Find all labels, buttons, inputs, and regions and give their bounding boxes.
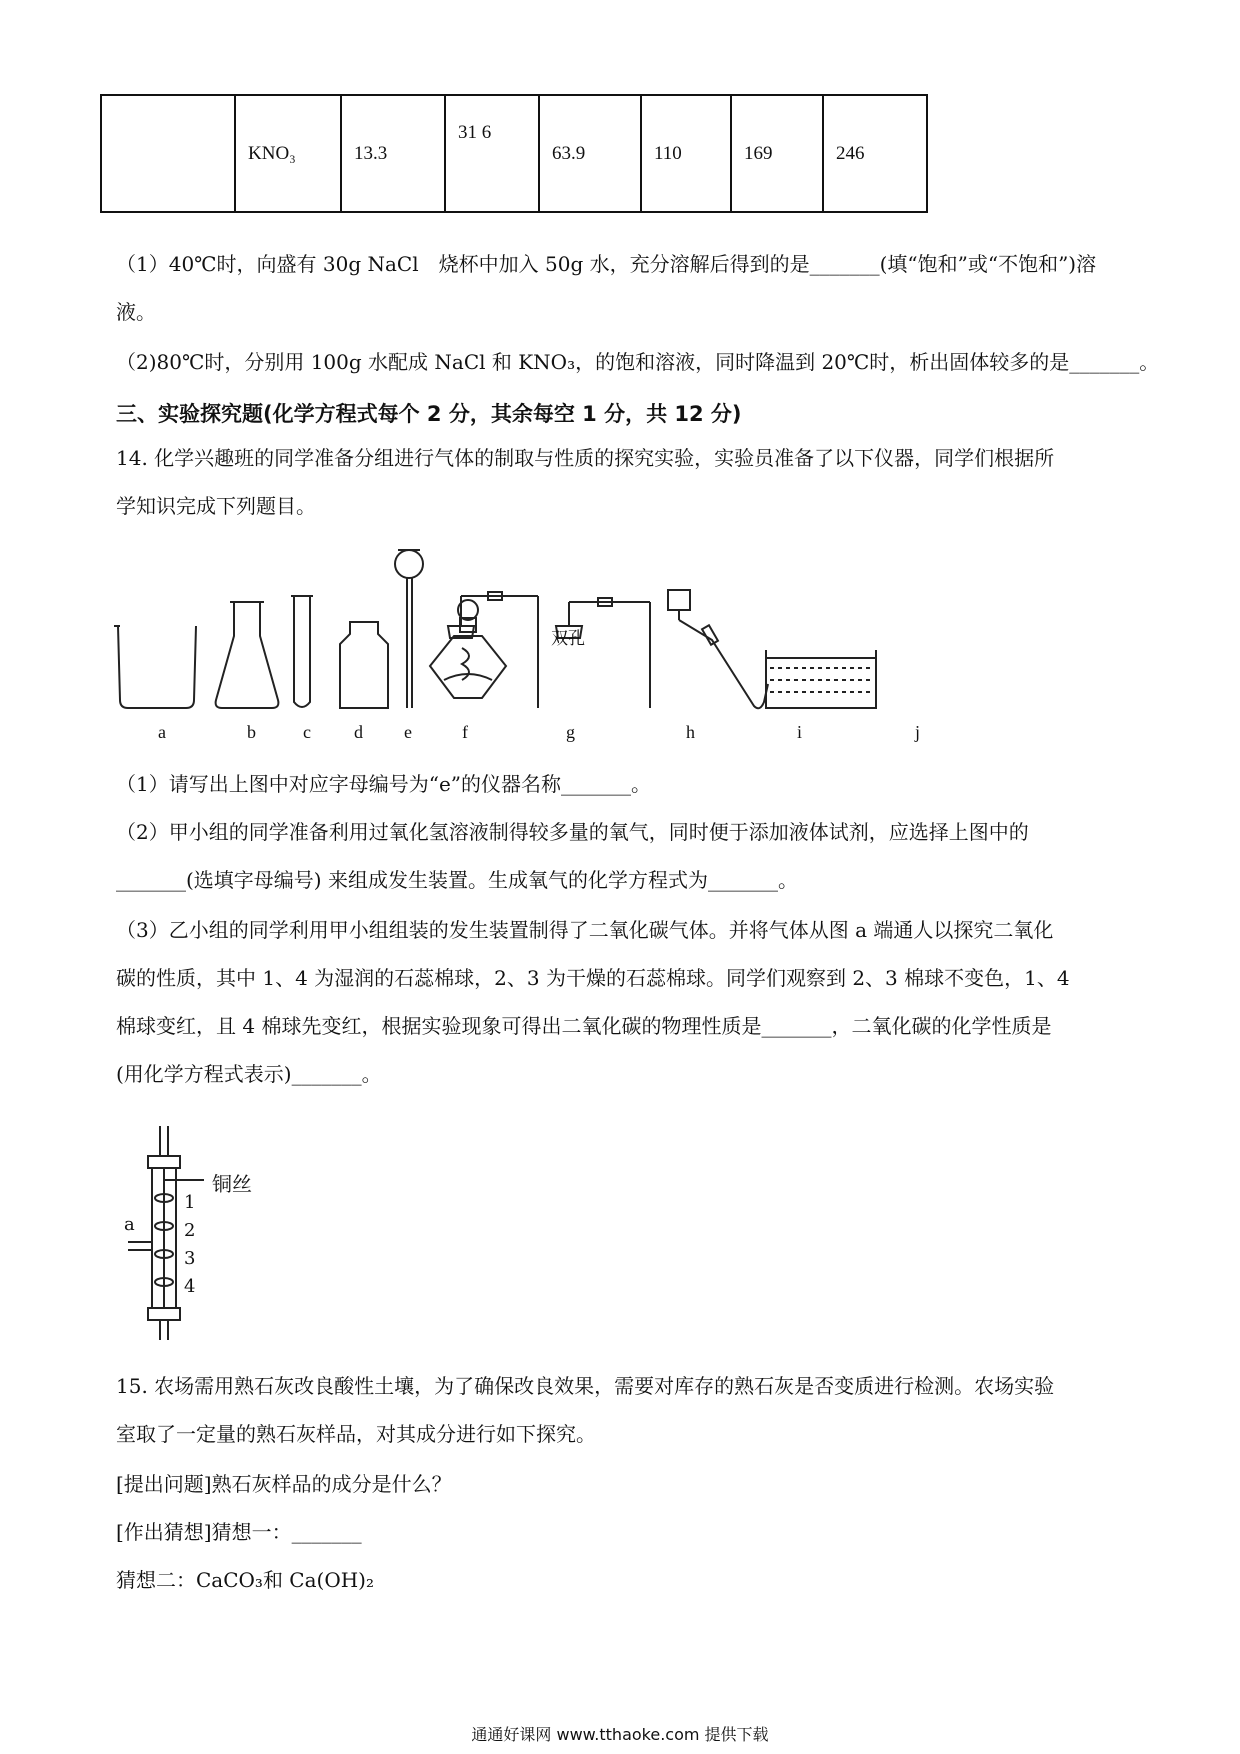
label-a: a [158,722,166,742]
table-row [101,95,927,212]
inlet-a-label: a [124,1214,135,1235]
q13-part1-line1: （1）40℃时，向盛有 30g NaCl 烧杯中加入 50g 水，充分溶解后得到的是_______(填“饱和”或“不饱和”)溶 [116,252,1097,276]
two-hole-stopper-icon [556,598,650,708]
label-i: i [797,722,803,742]
label-d: d [354,722,363,742]
cotton-ball-3-label: 3 [184,1248,196,1269]
table-cell: 110 [641,95,731,212]
apparatus-figure [110,540,990,720]
q13-part1-line2: 液。 [116,300,156,324]
table-cell: 169 [731,95,823,212]
conical-flask-icon [216,602,279,708]
cotton-ball-2-label: 2 [184,1220,196,1241]
q13-part2: （2)80℃时，分别用 100g 水配成 NaCl 和 KNO₃，的饱和溶液，同时降温到 20℃时，析出固体较多的是_______。 [116,350,1160,374]
alcohol-lamp-icon [430,600,506,698]
cotton-ball-4-label: 4 [184,1276,196,1297]
q15-guess2: 猜想二：CaCO₃和 Ca(OH)₂ [116,1568,374,1592]
test-tube-icon [291,596,313,707]
q15-guess1: [作出猜想]猜想一：_______ [116,1520,362,1544]
table-cell: KNO₃ [235,95,341,212]
q14-sub2-line2: _______(选填字母编号) 来组成发生装置。生成氧气的化学方程式为_______。 [116,868,798,892]
table-cell: 31 6 [445,95,539,212]
funnel-icon [395,550,423,708]
cotton-ball-1-label: 1 [184,1192,196,1213]
table-cell: 13.3 [341,95,445,212]
section-heading: 三、实验探究题(化学方程式每个 2 分，其余每空 1 分，共 12 分) [116,402,742,426]
table-cell [101,95,235,212]
q14-sub3-line4: (用化学方程式表示)_______。 [116,1062,382,1086]
label-e: e [404,722,412,742]
bent-tube-icon [668,590,768,708]
q14-sub3-line1: （3）乙小组的同学利用甲小组组装的发生装置制得了二氧化碳气体。并将气体从图 a 端通人以探究二氧化 [116,918,1054,942]
q14-sub3-line3: 棉球变红，且 4 棉球先变红，根据实验现象可得出二氧化碳的物理性质是_______，二氧化碳的化学性质是 [116,1014,1052,1038]
q14-intro-line1: 14. 化学兴趣班的同学准备分组进行气体的制取与性质的探究实验，实验员准备了以下仪器，同学们根据所 [116,446,1055,470]
q14-intro-line2: 学知识完成下列题目。 [116,494,316,518]
q15-intro-line1: 15. 农场需用熟石灰改良酸性土壤，为了确保改良效果，需要对库存的熟石灰是否变质进行检测。农场实验 [116,1374,1055,1398]
two-hole-label: 双孔 [551,629,585,649]
q15-intro-line2: 室取了一定量的熟石灰样品，对其成分进行如下探究。 [116,1422,596,1446]
table-cell: 63.9 [539,95,641,212]
copper-wire-label: 铜丝 [212,1172,252,1196]
label-j: j [915,722,921,742]
label-c: c [303,722,311,742]
label-h: h [686,722,695,742]
page-footer: 通通好课网 www.tthaoke.com 提供下载 [471,1725,769,1744]
label-g: g [566,722,575,742]
beaker-icon [114,626,196,708]
bottle-icon [340,622,388,708]
q15-problem: [提出问题]熟石灰样品的成分是什么？ [116,1472,452,1496]
label-f: f [462,722,468,742]
water-trough-icon [766,650,876,708]
q14-sub2-line1: （2）甲小组的同学准备利用过氧化氢溶液制得较多量的氧气，同时便于添加液体试剂，应选择上图中的 [116,820,1029,844]
solubility-table [100,94,928,213]
q14-sub3-line2: 碳的性质，其中 1、4 为湿润的石蕊棉球，2、3 为干燥的石蕊棉球。同学们观察到 2、3 棉球不变色，1、4 [116,966,1070,990]
label-b: b [247,722,256,742]
table-cell: 246 [823,95,927,212]
q14-sub1: （1）请写出上图中对应字母编号为“e”的仪器名称_______。 [116,772,652,796]
